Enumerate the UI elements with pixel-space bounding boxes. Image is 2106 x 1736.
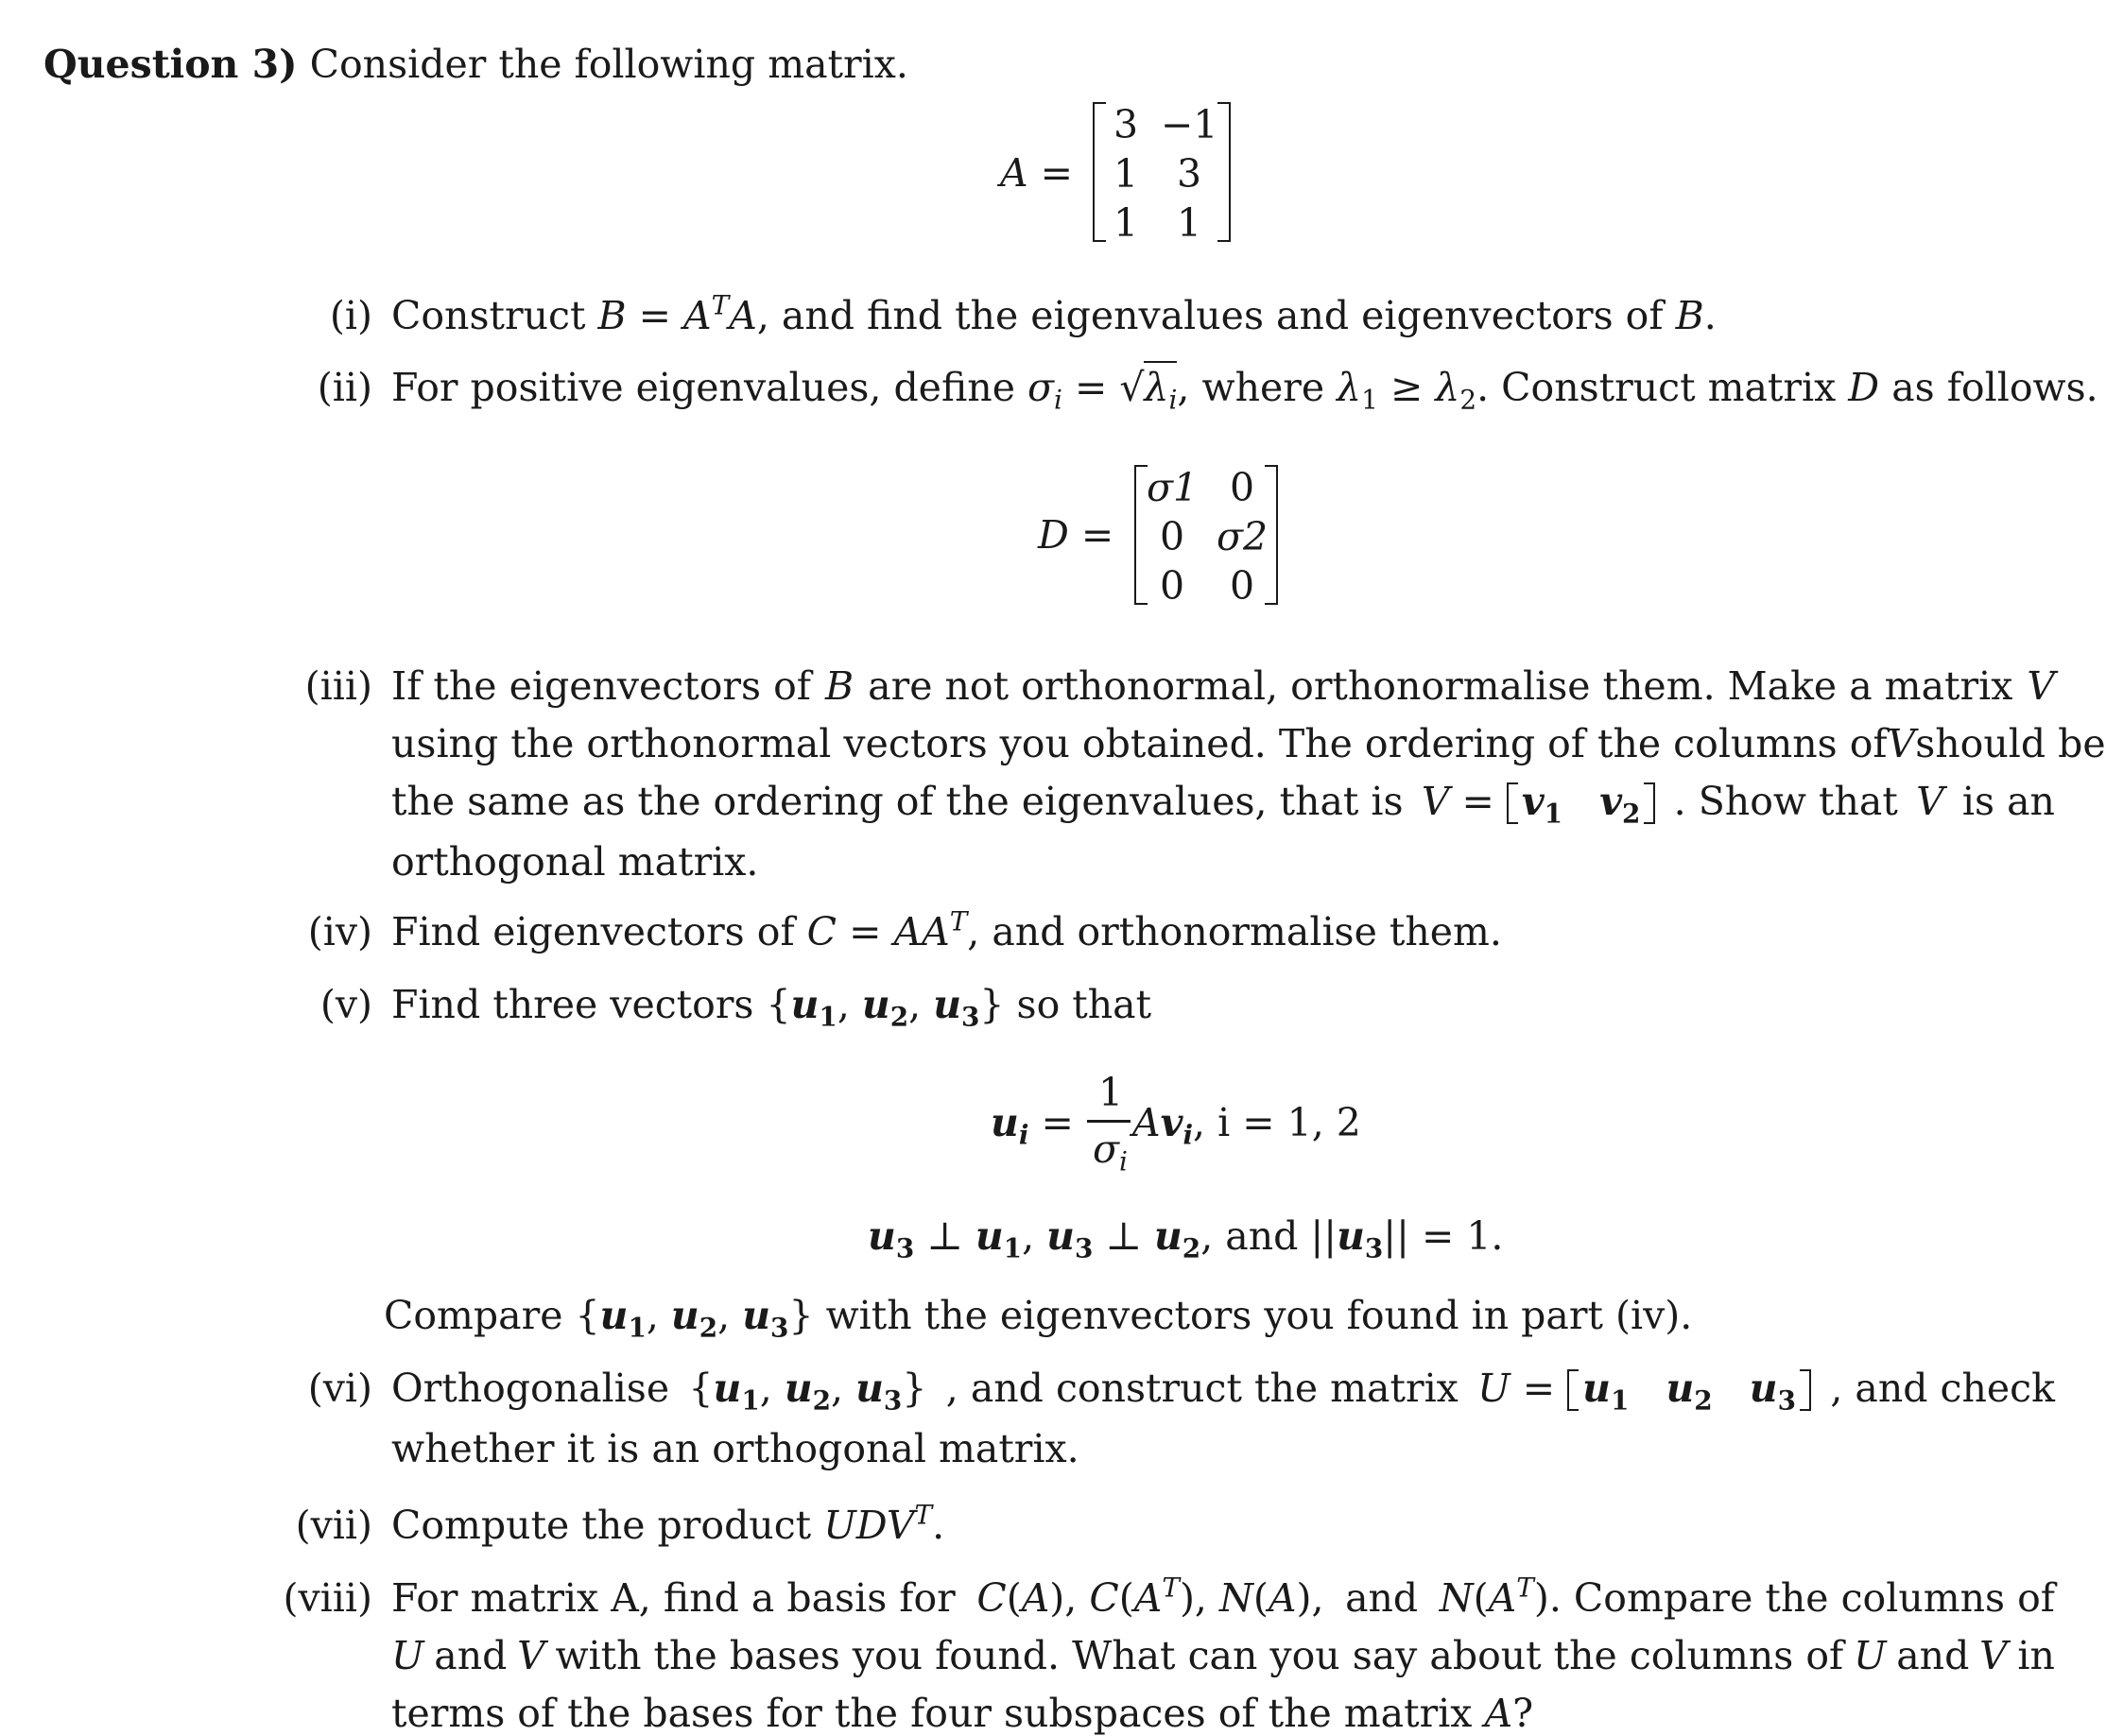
text: with the eigenvectors you found in part (iv). bbox=[825, 1293, 1693, 1338]
text: . Show that bbox=[1673, 779, 1898, 824]
text: so that bbox=[1016, 982, 1152, 1027]
part-vi-text: Orthogonalise {$u_1$, $u_2$, $u_3$} , and construct the matrix $U = u_1$ $u_2$ $u_3$ , and check whether it is an orthogonal matrix. bbox=[391, 1366, 2055, 1471]
text: orthogonal matrix. bbox=[391, 839, 759, 885]
text: and bbox=[1225, 1213, 1299, 1259]
text: and bbox=[434, 1633, 508, 1678]
matrix-a bbox=[1093, 102, 1231, 246]
part-i-text: Construct $B = A^TA$, and find the eigenvalues and eigenvectors of B. bbox=[391, 289, 1717, 338]
part-iii bbox=[268, 663, 2106, 885]
text: Compare bbox=[384, 1293, 563, 1338]
text: For matrix A, find a basis for bbox=[391, 1575, 956, 1621]
matrix-d-cell: 0 bbox=[1229, 563, 1255, 609]
matrix-d-lhs: D = bbox=[1038, 512, 1114, 558]
matrix-a-cell: 3 bbox=[1113, 102, 1139, 147]
ui-equation-lhs: $u_i$ = bbox=[991, 1100, 1074, 1151]
part-label: (vi) bbox=[307, 1366, 372, 1411]
matrix-d-cell: σ1 bbox=[1146, 465, 1199, 510]
part-i bbox=[268, 289, 1717, 338]
part-viii-text: For matrix A, find a basis for C(A), $C(A^T)$, N(A), and $N(A^T)$. Compare the columns of U and V with the bases you found. What can you say about the columns of U and V in terms of the bases for the four subspaces of the matrix A? bbox=[391, 1572, 2055, 1736]
matrix-d-cell: σ2 bbox=[1216, 514, 1269, 559]
matrix-d bbox=[1134, 465, 1278, 609]
text: and bbox=[1345, 1575, 1419, 1621]
part-label: (viii) bbox=[283, 1575, 372, 1621]
text: = 1. bbox=[1421, 1213, 1504, 1259]
part-vi bbox=[268, 1366, 2055, 1471]
text: the same as the ordering of the eigenvalues, that is bbox=[391, 779, 1404, 824]
part-vii bbox=[268, 1499, 945, 1548]
part-v-text: Find three vectors {$u_1$, $u_2$, $u_3$} so that bbox=[391, 982, 1152, 1033]
part-label: (iii) bbox=[304, 663, 372, 709]
matrix-a-cell: 3 bbox=[1176, 151, 1202, 197]
fraction-numerator: 1 bbox=[1098, 1070, 1124, 1115]
text: . Construct matrix bbox=[1476, 365, 1837, 410]
text: terms of the bases for the four subspaces of the matrix bbox=[391, 1691, 1473, 1736]
text: in bbox=[2017, 1633, 2055, 1678]
part-iv bbox=[268, 905, 1502, 954]
question-header bbox=[43, 42, 908, 87]
compare-line: Compare {$u_1$, $u_2$, $u_3$} with the eigenvectors you found in part (iv). bbox=[384, 1293, 1693, 1344]
text: For positive eigenvalues, define bbox=[391, 365, 1015, 410]
question-number: Question 3) bbox=[43, 42, 298, 87]
fraction-denominator: $\sigma_i$ bbox=[1093, 1126, 1128, 1177]
part-ii bbox=[268, 365, 2098, 416]
matrix-d-cell: 0 bbox=[1229, 465, 1255, 510]
perp-conditions: $u_3$ ⊥ $u_1$, $u_3$ ⊥ $u_2$, and $||u_3|| = 1$. bbox=[868, 1213, 1504, 1264]
matrix-a-cell: −1 bbox=[1161, 102, 1218, 147]
text: using the orthonormal vectors you obtained. The ordering of the columns of bbox=[391, 721, 1888, 766]
question-intro: Consider the following matrix. bbox=[309, 42, 908, 87]
text: where bbox=[1201, 365, 1325, 410]
part-vii-text: Compute the product $UDV^T$. bbox=[391, 1499, 945, 1548]
fraction-bar bbox=[1087, 1120, 1131, 1123]
text: is an bbox=[1961, 779, 2055, 824]
text: , and orthonormalise them. bbox=[967, 909, 1502, 954]
matrix-a-lhs: A = bbox=[1000, 150, 1073, 196]
text: are not orthonormal, orthonormalise them. Make a matrix bbox=[868, 663, 2013, 709]
part-label: (i) bbox=[329, 293, 372, 338]
part-v bbox=[268, 982, 1152, 1033]
text: with the bases you found. What can you say about the columns of bbox=[555, 1633, 1844, 1678]
matrix-a-cell: 1 bbox=[1113, 151, 1139, 197]
text: . bbox=[1703, 293, 1717, 338]
text: Orthogonalise bbox=[391, 1366, 670, 1411]
ui-equation-rhs: $Av_i$, i = 1, 2 bbox=[1132, 1100, 1361, 1151]
part-label: (ii) bbox=[317, 365, 372, 410]
text: Construct bbox=[391, 293, 586, 338]
matrix-d-cell: 0 bbox=[1159, 563, 1185, 609]
text: , i = 1, 2 bbox=[1193, 1100, 1361, 1145]
part-ii-text: For positive eigenvalues, define $\sigma_i = √\lambda_i$, where $\lambda_1 \ge \lambda_2$. Construct matrix D as follows. bbox=[391, 369, 2098, 407]
matrix-a-right-bracket bbox=[1217, 102, 1231, 242]
text: . Compare the columns of bbox=[1548, 1575, 2055, 1621]
text: Find eigenvectors of bbox=[391, 909, 795, 954]
text: , and construct the matrix bbox=[945, 1366, 1459, 1411]
text: Compute the product bbox=[391, 1503, 812, 1548]
part-viii bbox=[268, 1572, 2055, 1736]
text: as follows. bbox=[1891, 365, 2098, 410]
part-iii-text: If the eigenvectors of B are not orthonormal, orthonormalise them. Make a matrix V using the orthonormal vectors you obtained. The ordering of the columns of V should be the same as the ordering of the eigenvalues, that is $V = v_1$ $v_2$ . Show that V is an orthogonal matrix. bbox=[391, 663, 2106, 885]
text: . bbox=[932, 1503, 945, 1548]
matrix-d-cell: 0 bbox=[1159, 514, 1185, 559]
text: should be bbox=[1915, 721, 2106, 766]
part-label: (vii) bbox=[295, 1503, 372, 1548]
part-label: (v) bbox=[319, 982, 372, 1027]
matrix-a-cell: 1 bbox=[1176, 200, 1202, 246]
text: and bbox=[1896, 1633, 1970, 1678]
text: Find three vectors bbox=[391, 982, 754, 1027]
part-iv-text: Find eigenvectors of $C = AA^T$, and orthonormalise them. bbox=[391, 905, 1502, 954]
text: If the eigenvectors of bbox=[391, 663, 811, 709]
text: and find the eigenvalues and eigenvectors of bbox=[781, 293, 1664, 338]
text: whether it is an orthogonal matrix. bbox=[391, 1426, 1079, 1471]
part-label: (iv) bbox=[307, 909, 372, 954]
fraction-one-over-sigma bbox=[1087, 1070, 1131, 1177]
matrix-a-cell: 1 bbox=[1113, 200, 1139, 246]
text: , and check bbox=[1830, 1366, 2055, 1411]
